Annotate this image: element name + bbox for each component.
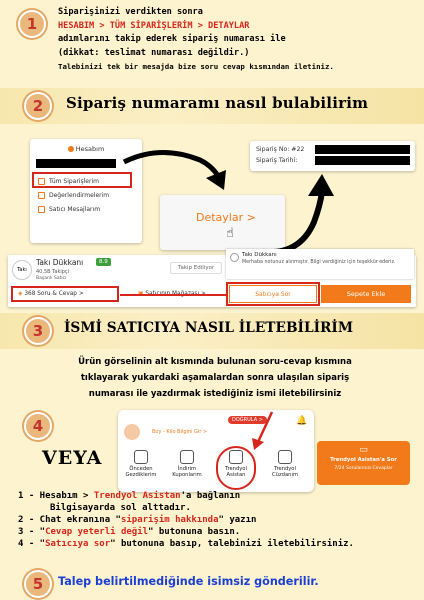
step-1-line-3: adımlarını takip ederek sipariş numarası ile [58, 34, 286, 44]
instruction-1: 1 - Hesabım > Trendyol Asistan'a bağlanın [18, 491, 241, 501]
instructions [18, 490, 418, 550]
asistan-chat-icon: ▭ [359, 445, 368, 455]
store-logo-label: Takı [17, 267, 27, 273]
asistan-icon [229, 450, 243, 464]
instruction-1-note: Bilgisayarda sol alttadır. [50, 503, 191, 513]
step-4-badge: 4 [24, 412, 52, 440]
order-no-label: Sipariş No: #22 [256, 146, 305, 153]
quick-item-label: İndirim Kuponlarım [172, 466, 202, 478]
chat-panel [226, 249, 414, 279]
order-no-redaction [315, 145, 410, 154]
store-card [8, 252, 416, 307]
user-icon [68, 146, 74, 152]
asistan-sor-sub: 7/24 Sorularınızı Cevaplar [334, 466, 393, 471]
store-name[interactable]: Takı Dükkanı [36, 258, 84, 267]
instruction-3: 3 - "Cevap yeterli değil" butonuna basın. [18, 527, 241, 537]
step-1-path: HESABIM > TÜM SİPARİŞLERİM > DETAYLAR [58, 20, 250, 31]
quick-item-asistan[interactable] [219, 450, 253, 478]
store-logo [12, 260, 32, 280]
curved-arrow-icon [120, 140, 230, 200]
message-icon [38, 206, 45, 213]
asistan-sor-button[interactable] [317, 441, 410, 485]
step-3-description [40, 354, 390, 402]
step-3-desc-1: Ürün görselinin alt kısmında bulunan soru-cevap kısmına [78, 357, 352, 367]
qa-icon: ◈ [18, 291, 23, 297]
step-1-line-1: Siparişinizi verdikten sonra [58, 7, 203, 17]
quick-item-label: Önceden Gezdiklerim [125, 466, 157, 478]
store-followers: 40,5B Takipçi [36, 269, 70, 275]
app-account-card [118, 410, 314, 492]
step-1-line-4: (dikkat: teslimat numarası değildir.) [58, 47, 250, 58]
follow-button[interactable]: Takip Ediliyor [170, 262, 222, 274]
cursor-icon: ☝ [226, 226, 234, 241]
step-2-title: Sipariş numaramı nasıl bulabilirim [66, 94, 369, 112]
detaylar-button[interactable]: Detaylar > [196, 211, 256, 224]
step-2-badge: 2 [24, 92, 52, 120]
arrow-to-asistan-icon [248, 410, 278, 450]
step-3-desc-2: tıklayarak yukardaki aşamalardan sonra ulaşılan sipariş [80, 373, 350, 383]
wallet-icon [278, 450, 292, 464]
bell-icon[interactable]: 🔔 [296, 416, 308, 426]
chat-message: Merhaba notunuz alınmıştır. Bilgi verdiğiniz için teşekkür ederiz. [242, 260, 396, 265]
ask-seller-button[interactable]: Satıcıya Sor [229, 285, 317, 303]
add-to-cart-button[interactable]: Sepete Ekle [321, 285, 411, 303]
box-icon [38, 178, 45, 185]
chat-icon [38, 192, 45, 199]
step-5-badge: 5 [24, 570, 52, 598]
account-menu-header-label: Hesabım [75, 145, 105, 153]
quick-item-recent[interactable] [124, 450, 158, 478]
order-info-card [250, 141, 415, 171]
chat-avatar-icon [230, 253, 239, 262]
user-line[interactable]: Boy - Kilo Bilgini Gir > [152, 429, 208, 435]
step-3-title: İSMİ SATICIYA NASIL İLETEBİLİRİM [64, 320, 354, 336]
step-3-desc-3: numarası ile yazdırmak istediğiniz ismi iletebilirsiniz [88, 389, 342, 399]
qa-link-label: 368 Soru & Cevap > [24, 291, 84, 297]
connector-line [120, 294, 228, 296]
menu-item-label: Satıcı Mesajlarım [49, 205, 101, 213]
step-3-badge: 3 [24, 317, 52, 345]
qa-link[interactable] [18, 291, 84, 297]
step-5-text: Talep belirtilmediğinde isimsiz gönderilir. [58, 575, 319, 588]
order-date-redaction [315, 156, 410, 165]
eye-icon [134, 450, 148, 464]
coupon-icon [180, 450, 194, 464]
menu-item-label: Tüm Siparişlerim [49, 177, 99, 185]
menu-item-label: Değerlendirmelerim [49, 191, 110, 199]
veya-label: VEYA [42, 447, 103, 469]
step-1-line-5: Talebinizi tek bir mesajda bize soru cevap kısmından iletiniz. [58, 62, 334, 71]
profile-avatar [124, 424, 140, 440]
asistan-sor-title: Trendyol Asistan'a Sor [330, 457, 397, 463]
store-badge: Başarılı Satıcı [36, 276, 67, 281]
curved-arrow-icon-2 [262, 172, 342, 258]
account-menu-black-bar [36, 159, 116, 168]
instruction-2: 2 - Chat ekranına "siparişim hakkında" yazın [18, 515, 257, 525]
step-1-badge: 1 [18, 10, 46, 38]
quick-item-wallet[interactable] [268, 450, 302, 478]
instruction-4: 4 - "Satıcıya sor" butonuna basıp, talebinizi iletebilirsiniz. [18, 539, 354, 549]
quick-item-coupons[interactable] [170, 450, 204, 478]
order-date-label: Sipariş Tarihi: [256, 157, 298, 164]
chat-name: Takı Dükkanı [242, 252, 277, 258]
quick-item-label: Trendyol Asistan [225, 466, 247, 478]
store-rating: 8.9 [96, 258, 111, 266]
step-1-text [58, 6, 418, 60]
verify-badge[interactable]: DOĞRULA > [228, 416, 267, 424]
quick-item-label: Trendyol Cüzdanım [272, 466, 298, 478]
menu-item-seller-messages[interactable] [30, 202, 142, 216]
